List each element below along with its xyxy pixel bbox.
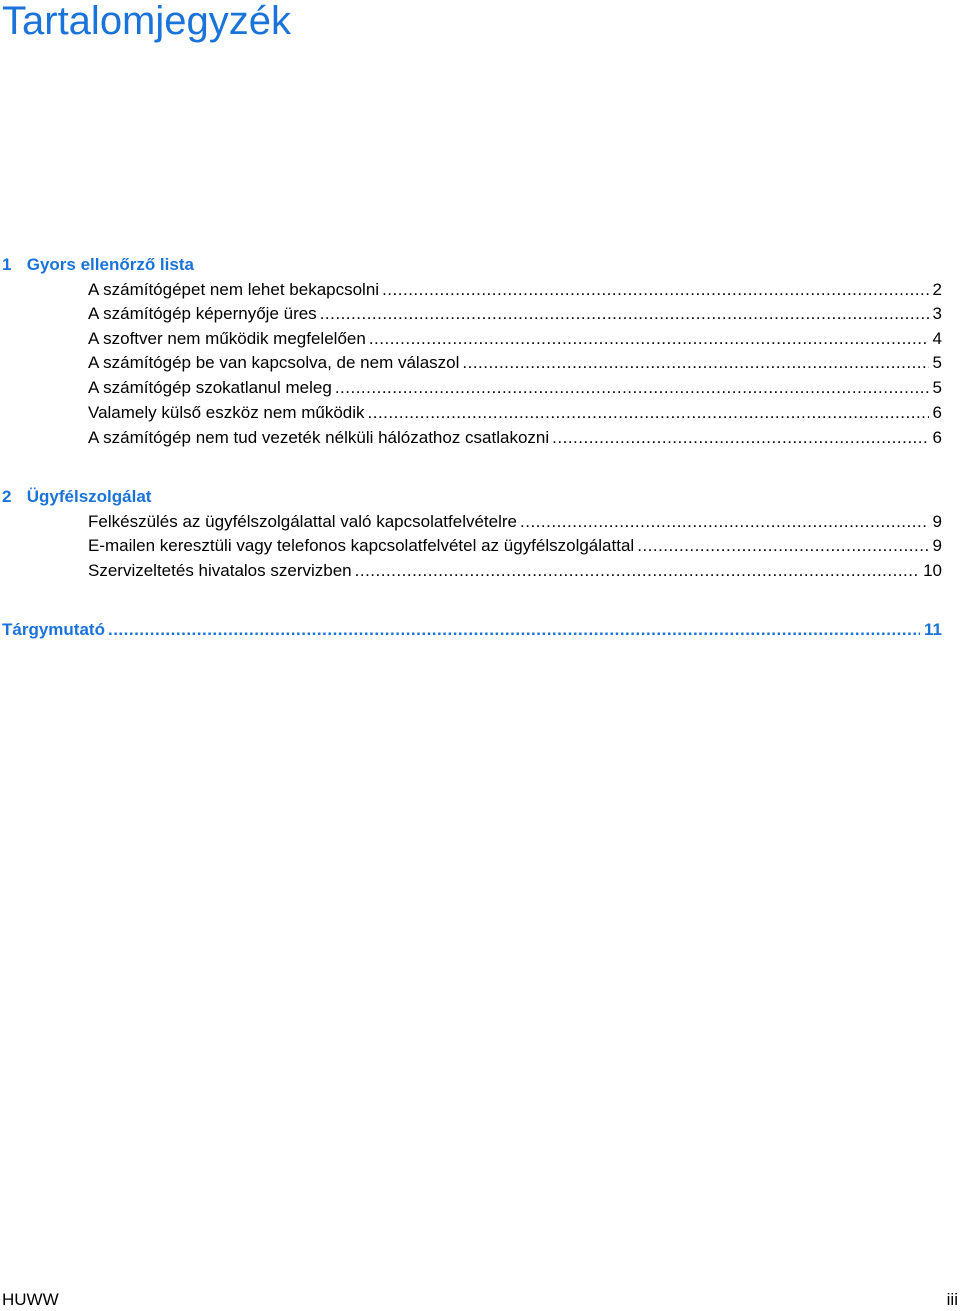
toc-entry[interactable]	[88, 402, 942, 424]
dot-leader	[520, 511, 929, 533]
toc-entry-title: Felkészülés az ügyfélszolgálattal való kapcsolatfelvételre	[88, 512, 518, 531]
toc-index-entry[interactable]	[2, 619, 942, 641]
toc-entry[interactable]	[88, 328, 942, 350]
dot-leader	[382, 279, 928, 301]
dot-leader	[108, 619, 920, 641]
dot-leader	[368, 402, 929, 424]
toc-entry-page: 9	[932, 536, 942, 555]
toc-entry[interactable]	[88, 535, 942, 557]
toc-entry[interactable]	[88, 560, 942, 582]
footer-page-number: iii	[946, 1290, 958, 1309]
toc-entry-title: A számítógép szokatlanul meleg	[88, 378, 332, 397]
footer-doc-code: HUWW	[2, 1290, 59, 1309]
toc-entry-title: Valamely külső eszköz nem működik	[88, 403, 365, 422]
toc-entry[interactable]	[88, 303, 942, 325]
dot-leader	[552, 427, 928, 449]
toc-entry-page: 5	[932, 378, 942, 397]
toc-entry-page: 9	[932, 512, 942, 531]
toc-entry-page: 6	[932, 428, 942, 447]
dot-leader	[320, 303, 929, 325]
toc-entry-page: 5	[932, 353, 942, 372]
toc-entry-page: 3	[932, 304, 942, 323]
chapter-heading-1[interactable]	[2, 254, 942, 276]
page-title: Tartalomjegyzék	[2, 0, 292, 43]
index-title: Tárgymutató	[2, 620, 105, 639]
toc-entry-page: 4	[932, 329, 942, 348]
chapter-title: Gyors ellenőrző lista	[26, 255, 194, 274]
toc-entry-title: A számítógép nem tud vezeték nélküli hálózathoz csatlakozni	[88, 428, 550, 447]
dot-leader	[355, 560, 919, 582]
toc-entry[interactable]	[88, 279, 942, 301]
toc-entry[interactable]	[88, 511, 942, 533]
index-page: 11	[924, 620, 942, 639]
chapter-title: Ügyfélszolgálat	[26, 487, 152, 506]
dot-leader	[637, 535, 928, 557]
toc-entry-title: A számítógép képernyője üres	[88, 304, 317, 323]
toc-entry-title: E-mailen keresztüli vagy telefonos kapcsolatfelvétel az ügyfélszolgálattal	[88, 536, 635, 555]
chapter-heading-2[interactable]	[2, 486, 942, 508]
toc-entry-title: A szoftver nem működik megfelelően	[88, 329, 366, 348]
dot-leader	[335, 377, 929, 399]
chapter-number: 1	[2, 255, 12, 274]
dot-leader	[369, 328, 929, 350]
dot-leader	[462, 352, 928, 374]
toc-entry[interactable]	[88, 377, 942, 399]
toc-entry-title: A számítógépet nem lehet bekapcsolni	[88, 280, 380, 299]
toc-entry[interactable]	[88, 427, 942, 449]
toc-entry-page: 10	[923, 561, 942, 580]
toc-entry-title: Szervizeltetés hivatalos szervizben	[88, 561, 352, 580]
toc-entry-title: A számítógép be van kapcsolva, de nem válaszol	[88, 353, 460, 372]
toc-entry[interactable]	[88, 352, 942, 374]
toc-entry-page: 2	[932, 280, 942, 299]
toc-entry-page: 6	[932, 403, 942, 422]
chapter-number: 2	[2, 487, 12, 506]
